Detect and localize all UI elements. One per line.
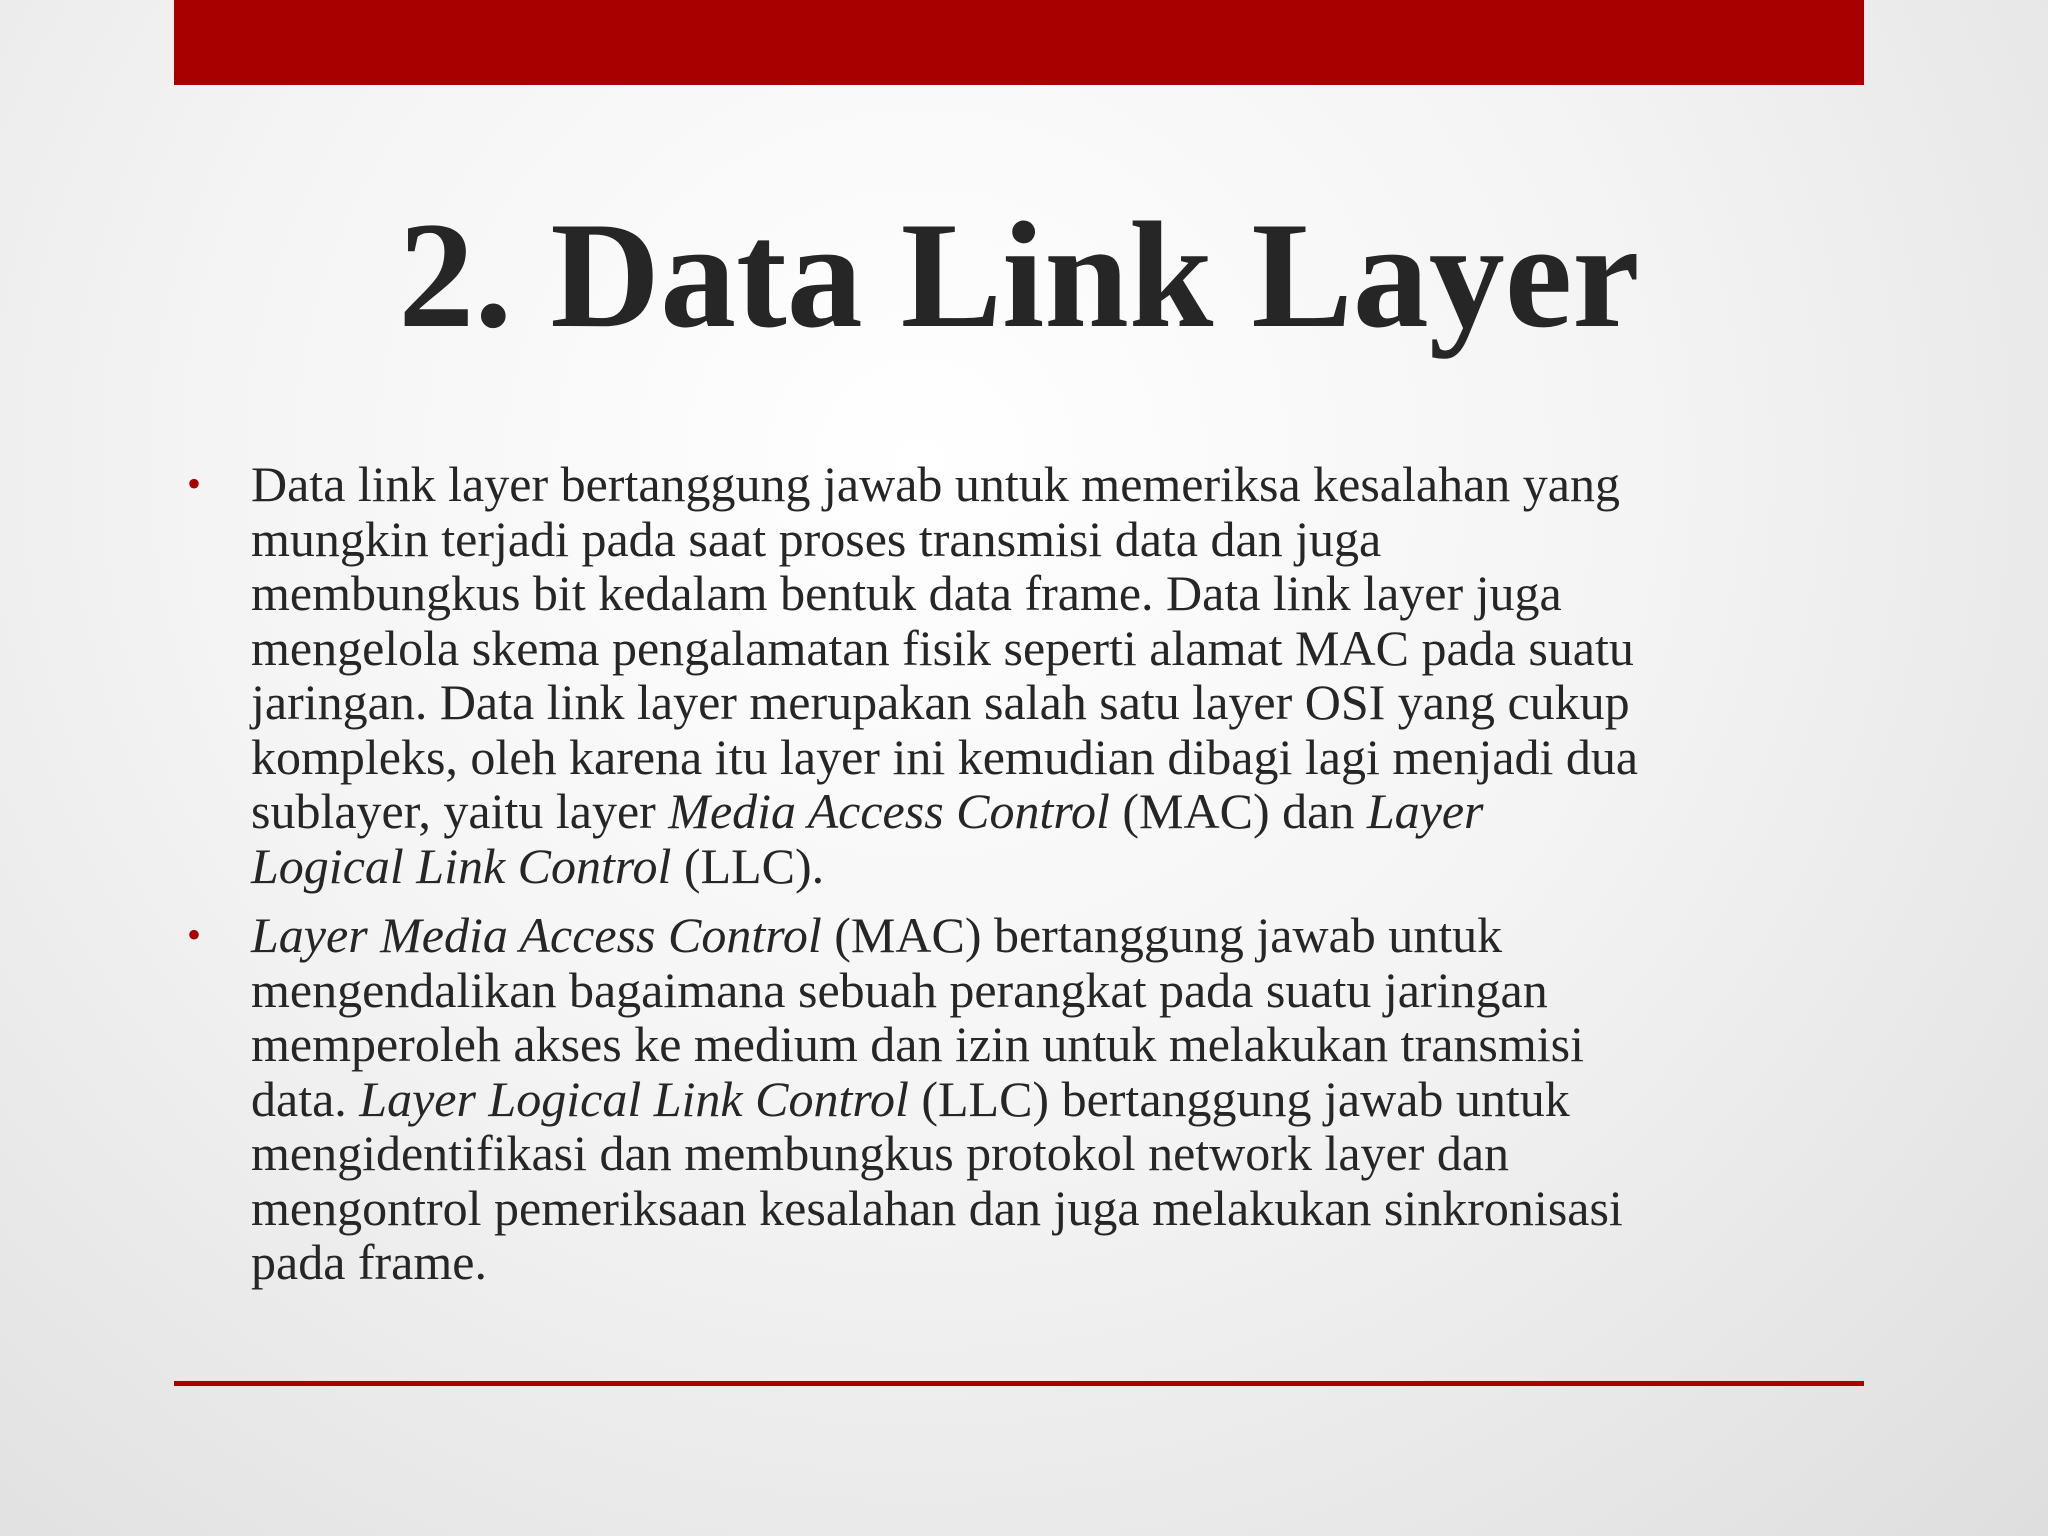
bullet-item bbox=[184, 908, 1874, 1290]
bullet-item bbox=[184, 457, 1874, 893]
italic-text-segment: Layer Logical Link Control bbox=[359, 1070, 909, 1127]
text-segment: kompleks, oleh karena itu layer ini kemudian dibagi lagi menjadi dua bbox=[251, 728, 1639, 785]
bullet-text-line bbox=[251, 512, 1874, 567]
bullet-text-line bbox=[251, 1017, 1874, 1072]
text-segment: sublayer, yaitu layer bbox=[251, 783, 669, 839]
text-segment: mengelola skema pengalamatan fisik seperti alamat MAC pada suatu bbox=[251, 619, 1634, 676]
bullet-list bbox=[184, 457, 1874, 1305]
text-segment: mengidentifikasi dan membungkus protokol network layer dan bbox=[251, 1125, 1510, 1181]
bullet-text-line bbox=[251, 730, 1874, 785]
bullet-text-line bbox=[251, 1072, 1874, 1127]
bullet-text-line bbox=[251, 621, 1874, 676]
text-segment: mungkin terjadi pada saat proses transmisi data dan juga bbox=[251, 510, 1382, 567]
top-accent-bar bbox=[174, 0, 1864, 85]
bullet-text-line bbox=[251, 963, 1874, 1018]
bullet-text-line bbox=[251, 457, 1874, 512]
text-segment: memperoleh akses ke medium dan izin untuk melakukan transmisi bbox=[251, 1016, 1585, 1072]
text-segment: (LLC) bertanggung jawab untuk bbox=[908, 1070, 1570, 1127]
bullet-text-line bbox=[251, 1235, 1874, 1290]
text-segment: Data link layer bertanggung jawab untuk memeriksa kesalahan yang bbox=[251, 456, 1620, 512]
italic-text-segment: Media Access Control bbox=[668, 783, 1110, 839]
italic-text-segment: Layer bbox=[1366, 783, 1484, 839]
italic-text-segment: Logical Link Control bbox=[251, 837, 672, 894]
text-segment: jaringan. Data link layer merupakan salah satu layer OSI yang cukup bbox=[251, 674, 1630, 730]
bullet-marker: • bbox=[187, 461, 202, 506]
text-segment: (MAC) bertanggung jawab untuk bbox=[821, 907, 1503, 963]
text-segment: pada frame. bbox=[251, 1234, 487, 1290]
bullet-text-line bbox=[251, 908, 1874, 963]
text-segment: mengontrol pemeriksaan kesalahan dan juga melakukan sinkronisasi bbox=[251, 1179, 1623, 1236]
bullet-text-line bbox=[251, 784, 1874, 839]
text-segment: (MAC) dan bbox=[1109, 783, 1367, 839]
bullet-text-line bbox=[251, 675, 1874, 730]
bullet-text-line bbox=[251, 1181, 1874, 1236]
slide-title: 2. Data Link Layer bbox=[398, 191, 1640, 359]
bullet-marker: • bbox=[187, 912, 202, 957]
text-segment: (LLC). bbox=[671, 837, 825, 894]
italic-text-segment: Layer Media Access Control bbox=[251, 907, 822, 963]
bullet-text-line bbox=[251, 839, 1874, 894]
text-segment: membungkus bit kedalam bentuk data frame. Data link layer juga bbox=[251, 565, 1562, 621]
bottom-accent-rule bbox=[174, 1381, 1864, 1386]
text-segment: data. bbox=[251, 1070, 360, 1127]
bullet-text-line bbox=[251, 1126, 1874, 1181]
text-segment: mengendalikan bagaimana sebuah perangkat pada suatu jaringan bbox=[251, 961, 1548, 1018]
bullet-text-line bbox=[251, 566, 1874, 621]
